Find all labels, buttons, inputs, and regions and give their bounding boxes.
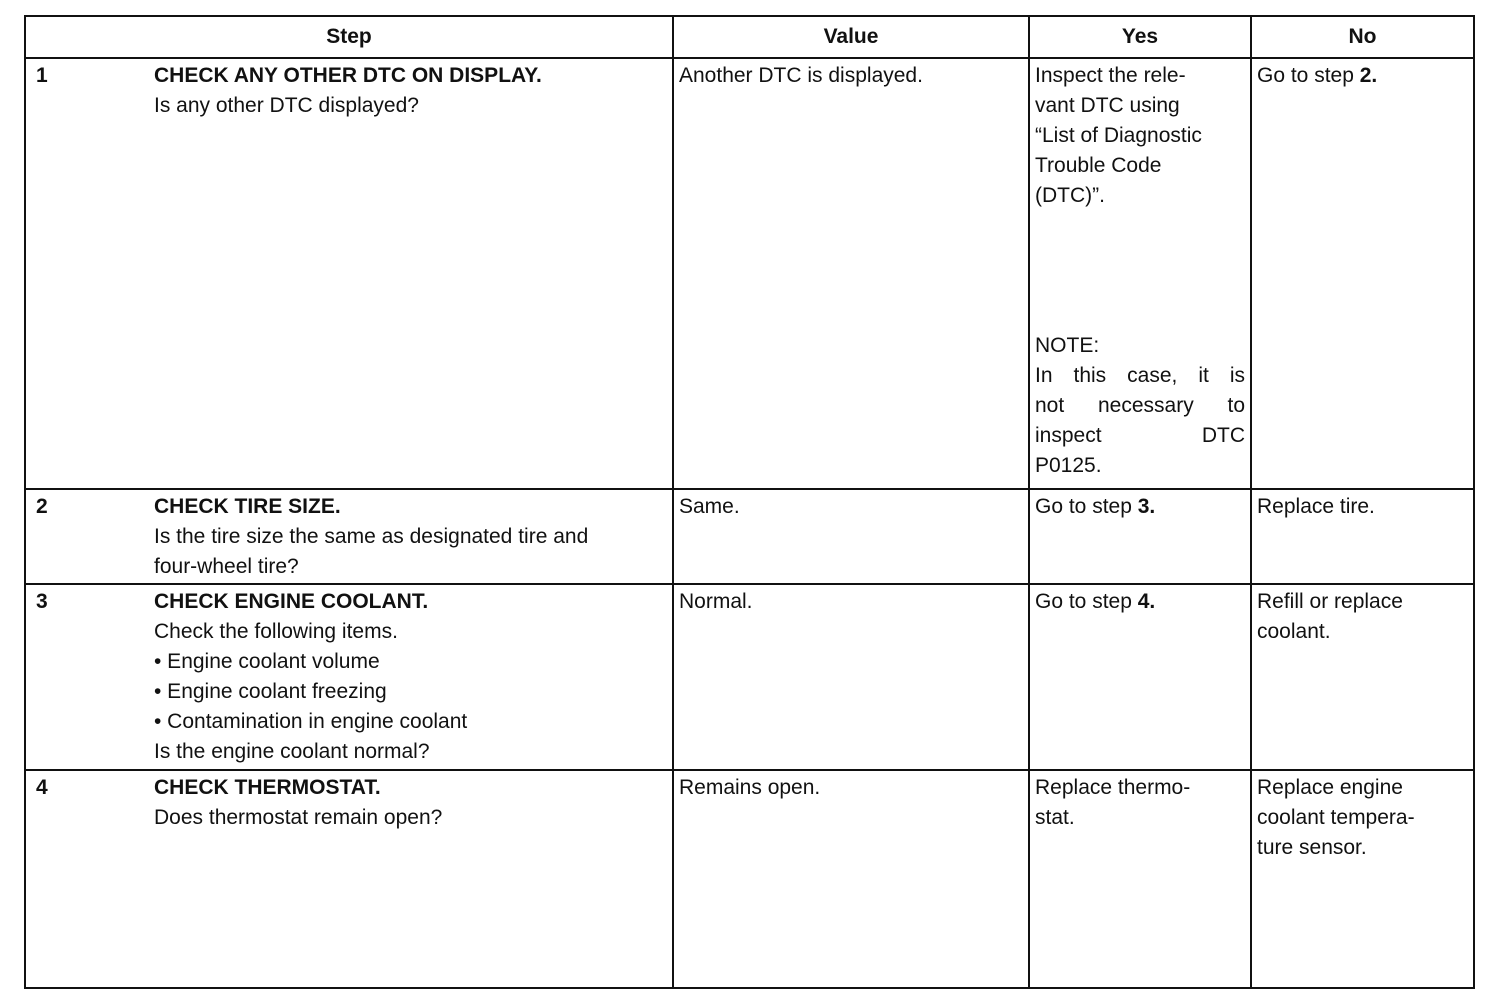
header-row — [25, 16, 1474, 58]
yes-step-ref: 4. — [1137, 590, 1156, 613]
step-cell — [25, 489, 673, 584]
yes-cell — [1029, 58, 1251, 489]
step-number: 2 — [36, 495, 48, 518]
yes-line: Replace thermo- — [1035, 776, 1191, 799]
no-text — [1257, 61, 1468, 91]
spacer — [1035, 211, 1245, 331]
step-line: Check the following items. — [154, 620, 398, 643]
step-question-line: four-wheel tire? — [154, 555, 299, 578]
header-value: Value — [673, 16, 1029, 58]
note-line: In this case, it is — [1035, 364, 1245, 387]
step-cell — [25, 584, 673, 770]
step-question: Is any other DTC displayed? — [154, 94, 419, 117]
yes-line: Inspect the rele- — [1035, 64, 1186, 87]
yes-text — [1035, 492, 1245, 522]
header-step: Step — [25, 16, 673, 58]
table-row — [25, 770, 1474, 988]
no-step-ref: 2. — [1359, 64, 1378, 87]
yes-line: vant DTC using — [1035, 94, 1180, 117]
table-row — [25, 489, 1474, 584]
value-cell — [673, 770, 1029, 988]
no-prefix: Go to step — [1257, 64, 1360, 87]
no-line: Refill or replace — [1257, 590, 1403, 613]
header-yes: Yes — [1029, 16, 1251, 58]
step-cell — [25, 770, 673, 988]
value-text: Normal. — [679, 590, 753, 613]
note-line: not necessary to — [1035, 394, 1245, 417]
no-cell — [1251, 770, 1474, 988]
step-title: CHECK ENGINE COOLANT. — [154, 590, 429, 613]
note-line: inspect DTC — [1035, 424, 1245, 447]
step-line: Is the engine coolant normal? — [154, 740, 430, 763]
step-number: 4 — [36, 776, 48, 799]
no-line: coolant. — [1257, 620, 1331, 643]
yes-prefix: Go to step — [1035, 495, 1138, 518]
no-line: Replace engine — [1257, 776, 1403, 799]
value-text: Remains open. — [679, 776, 821, 799]
value-text: Same. — [679, 495, 740, 518]
value-cell — [673, 584, 1029, 770]
value-cell — [673, 489, 1029, 584]
step-title: CHECK THERMOSTAT. — [154, 776, 381, 799]
step-title: CHECK TIRE SIZE. — [154, 495, 341, 518]
no-cell — [1251, 58, 1474, 489]
no-text: Replace tire. — [1257, 495, 1375, 518]
table-row — [25, 584, 1474, 770]
no-line: ture sensor. — [1257, 836, 1367, 859]
step-question: Does thermostat remain open? — [154, 806, 443, 829]
note-label: NOTE: — [1035, 334, 1100, 357]
step-cell — [25, 58, 673, 489]
no-line: coolant tempera- — [1257, 806, 1415, 829]
yes-text — [1035, 587, 1245, 617]
header-no: No — [1251, 16, 1474, 58]
step-line: • Contamination in engine coolant — [154, 710, 468, 733]
yes-prefix: Go to step — [1035, 590, 1138, 613]
step-number: 3 — [36, 590, 48, 613]
table-row — [25, 58, 1474, 489]
yes-line: (DTC)”. — [1035, 184, 1105, 207]
step-title: CHECK ANY OTHER DTC ON DISPLAY. — [154, 64, 542, 87]
note-line: P0125. — [1035, 454, 1102, 477]
step-number: 1 — [36, 64, 48, 87]
step-question-line: Is the tire size the same as designated tire and — [154, 525, 589, 548]
yes-cell — [1029, 584, 1251, 770]
yes-cell — [1029, 770, 1251, 988]
diagnostic-table — [24, 15, 1475, 989]
yes-step-ref: 3. — [1137, 495, 1156, 518]
yes-line: Trouble Code — [1035, 154, 1162, 177]
no-cell — [1251, 489, 1474, 584]
yes-cell — [1029, 489, 1251, 584]
value-text: Another DTC is displayed. — [679, 64, 923, 87]
step-line: • Engine coolant volume — [154, 650, 380, 673]
yes-line: “List of Diagnostic — [1035, 124, 1202, 147]
no-cell — [1251, 584, 1474, 770]
yes-line: stat. — [1035, 806, 1075, 829]
value-cell — [673, 58, 1029, 489]
step-line: • Engine coolant freezing — [154, 680, 387, 703]
